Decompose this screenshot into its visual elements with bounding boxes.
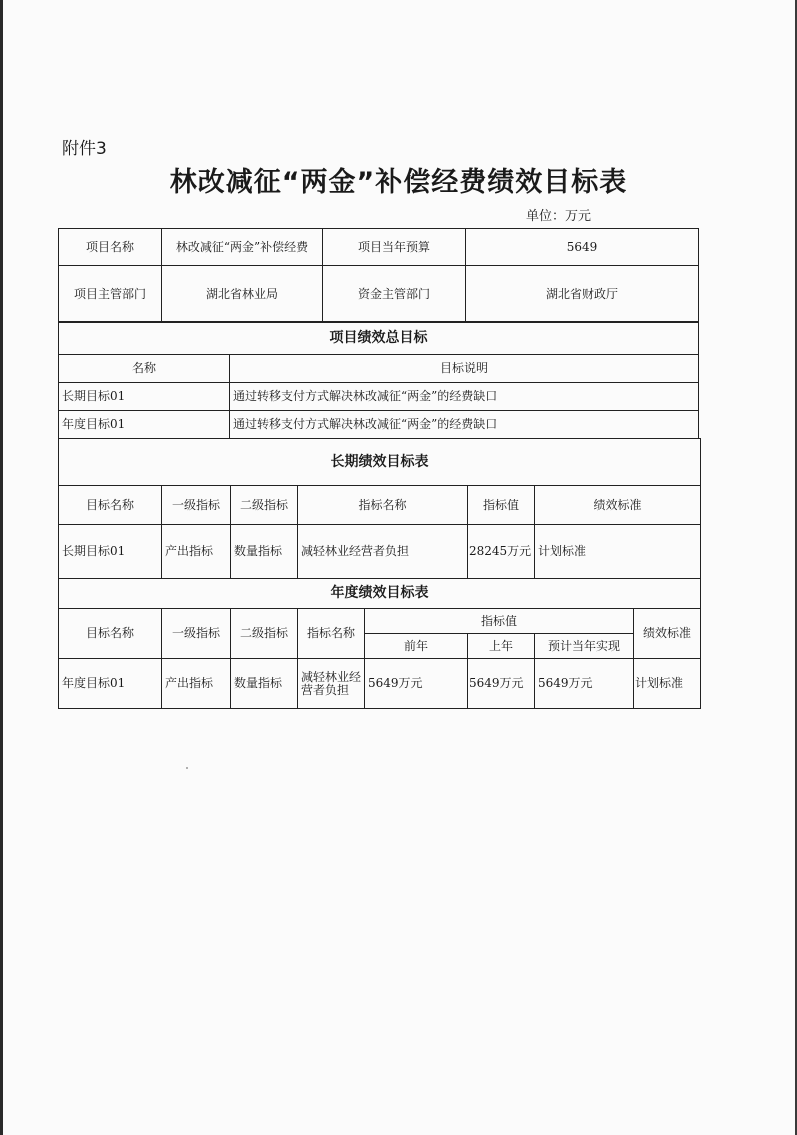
annual-row-indicator: 减轻林业经营者负担 — [298, 659, 365, 709]
overall-col-name: 名称 — [59, 355, 230, 383]
longterm-row-level1: 产出指标 — [162, 525, 231, 579]
budget-value: 5649 — [466, 229, 699, 266]
scan-speck — [186, 767, 188, 769]
longterm-header-level1: 一级指标 — [162, 486, 231, 525]
annual-header-expected: 预计当年实现 — [535, 634, 634, 659]
annual-header-standard: 绩效标准 — [634, 609, 701, 659]
longterm-header-indicator: 指标名称 — [298, 486, 468, 525]
project-name-value: 林改减征“两金”补偿经费 — [162, 229, 323, 266]
annual-row-level2: 数量指标 — [231, 659, 298, 709]
overall-col-desc: 目标说明 — [230, 355, 699, 383]
annual-row-target: 年度目标01 — [59, 659, 162, 709]
longterm-row-value: 28245万元 — [468, 525, 535, 579]
overall-row-name: 长期目标01 — [59, 383, 230, 411]
overall-row-name: 年度目标01 — [59, 411, 230, 439]
annual-header-level2: 二级指标 — [231, 609, 298, 659]
document-title: 林改减征“两金”补偿经费绩效目标表 — [169, 167, 628, 198]
longterm-header-standard: 绩效标准 — [535, 486, 701, 525]
fund-dept-label: 资金主管部门 — [323, 266, 466, 323]
annual-header-level1: 一级指标 — [162, 609, 231, 659]
annual-goals-table — [58, 578, 701, 709]
project-info-table — [58, 228, 699, 323]
longterm-header-value: 指标值 — [468, 486, 535, 525]
longterm-row-standard: 计划标准 — [535, 525, 701, 579]
annual-row-standard: 计划标准 — [634, 659, 701, 709]
annual-header-prev2: 前年 — [365, 634, 468, 659]
annual-goals-heading: 年度绩效目标表 — [59, 579, 701, 609]
longterm-row-target: 长期目标01 — [59, 525, 162, 579]
longterm-header-target: 目标名称 — [59, 486, 162, 525]
annual-header-indicator: 指标名称 — [298, 609, 365, 659]
overall-row-desc: 通过转移支付方式解决林改减征“两金”的经费缺口 — [230, 411, 699, 439]
annual-row-prev1: 5649万元 — [468, 659, 535, 709]
annual-header-prev1: 上年 — [468, 634, 535, 659]
longterm-goals-heading: 长期绩效目标表 — [59, 439, 701, 486]
annual-row-level1: 产出指标 — [162, 659, 231, 709]
annual-row-prev2: 5649万元 — [365, 659, 468, 709]
longterm-goals-table — [58, 438, 701, 579]
overall-row-desc: 通过转移支付方式解决林改减征“两金”的经费缺口 — [230, 383, 699, 411]
longterm-row-indicator: 减轻林业经营者负担 — [298, 525, 468, 579]
fund-dept-value: 湖北省财政厅 — [466, 266, 699, 323]
dept-label: 项目主管部门 — [59, 266, 162, 323]
budget-label: 项目当年预算 — [323, 229, 466, 266]
dept-value: 湖北省林业局 — [162, 266, 323, 323]
project-name-label: 项目名称 — [59, 229, 162, 266]
overall-goals-heading: 项目绩效总目标 — [59, 322, 699, 355]
annual-header-value: 指标值 — [365, 609, 634, 634]
overall-goals-table — [58, 321, 699, 439]
annual-header-target: 目标名称 — [59, 609, 162, 659]
annual-row-expected: 5649万元 — [535, 659, 634, 709]
longterm-row-level2: 数量指标 — [231, 525, 298, 579]
attachment-label: 附件3 — [62, 139, 107, 159]
unit-label: 单位：万元 — [526, 209, 592, 224]
longterm-header-level2: 二级指标 — [231, 486, 298, 525]
